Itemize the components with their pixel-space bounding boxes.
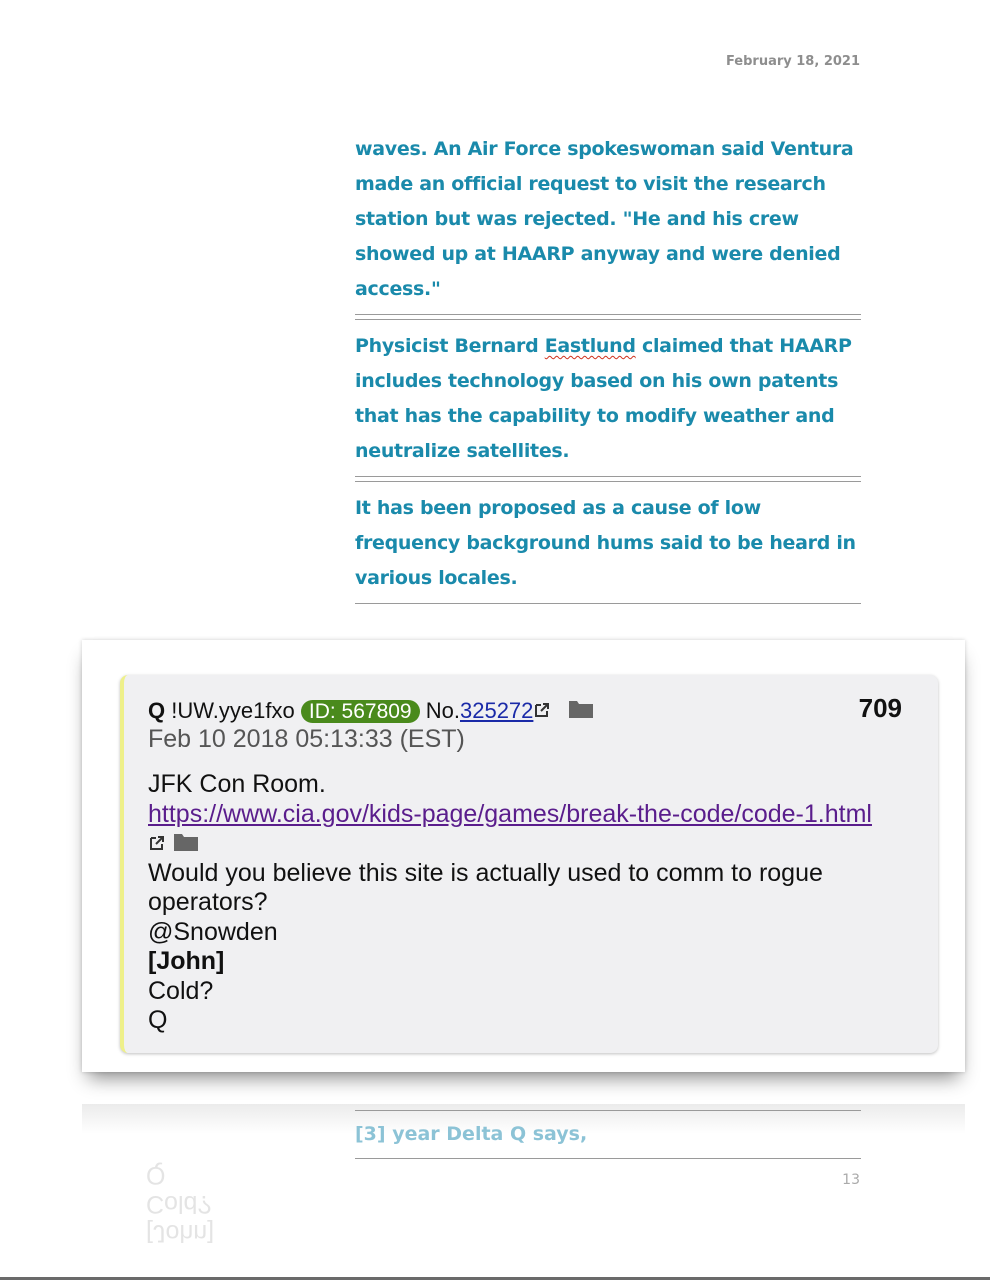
post-author: Q <box>148 698 166 723</box>
page-number: 13 <box>842 1172 860 1188</box>
post-line: operators? <box>148 888 268 916</box>
section-heading-block <box>355 1110 861 1159</box>
external-link-icon[interactable] <box>533 701 551 719</box>
external-link-icon[interactable] <box>148 834 166 852</box>
paragraph-text: Physicist Bernard <box>355 335 545 357</box>
post-number-link[interactable]: 325272 <box>459 698 534 723</box>
paragraph-hums <box>355 491 861 596</box>
q-post-card <box>120 675 938 1053</box>
embedded-screenshot <box>82 640 965 1072</box>
paragraph-text: It has been proposed as a cause of low frequency background hums said to be heard in various locales. <box>355 497 856 589</box>
divider <box>355 314 861 320</box>
mirrored-reflection-text: [John] Cold? Q <box>146 1161 215 1247</box>
post-body <box>148 770 918 1036</box>
folder-icon[interactable] <box>568 697 594 719</box>
post-line: [John] <box>148 947 225 975</box>
post-tripcode: !UW.yye1fxo <box>171 698 295 723</box>
spellcheck-flagged-word: Eastlund <box>544 335 636 357</box>
post-header <box>148 697 594 724</box>
paragraph-text: waves. An Air Force spokeswoman said Ventura made an official request to visit the research station but was rejected. "He and his crew showed up at HAARP anyway and were denied access." <box>355 138 854 300</box>
post-line: Would you believe this site is actually used to comm to rogue <box>148 858 823 887</box>
post-line: @Snowden <box>148 917 278 946</box>
divider <box>355 476 861 482</box>
section-title: [3] year Delta Q says, <box>355 1123 588 1145</box>
post-line: Q <box>148 1006 168 1034</box>
divider <box>355 1158 861 1159</box>
post-number-prefix: No. <box>425 698 460 723</box>
paragraph-ventura <box>355 132 861 307</box>
paragraph-eastlund <box>355 329 861 469</box>
post-url-link[interactable]: https://www.cia.gov/kids-page/games/break-the-code/code-1.html <box>148 799 872 828</box>
post-id-badge: ID: 567809 <box>301 700 420 723</box>
post-count: 709 <box>858 693 902 723</box>
page-date: February 18, 2021 <box>725 54 860 69</box>
post-line: Cold? <box>148 976 214 1005</box>
post-timestamp: Feb 10 2018 05:13:33 (EST) <box>148 725 465 753</box>
post-line: JFK Con Room. <box>148 770 326 798</box>
divider <box>355 603 861 604</box>
folder-icon[interactable] <box>173 830 199 852</box>
divider <box>355 1110 861 1111</box>
paragraph-text: claimed that HAARP includes technology based on his own patents that has the capability to modify weather and neutralize satellites. <box>355 335 852 462</box>
